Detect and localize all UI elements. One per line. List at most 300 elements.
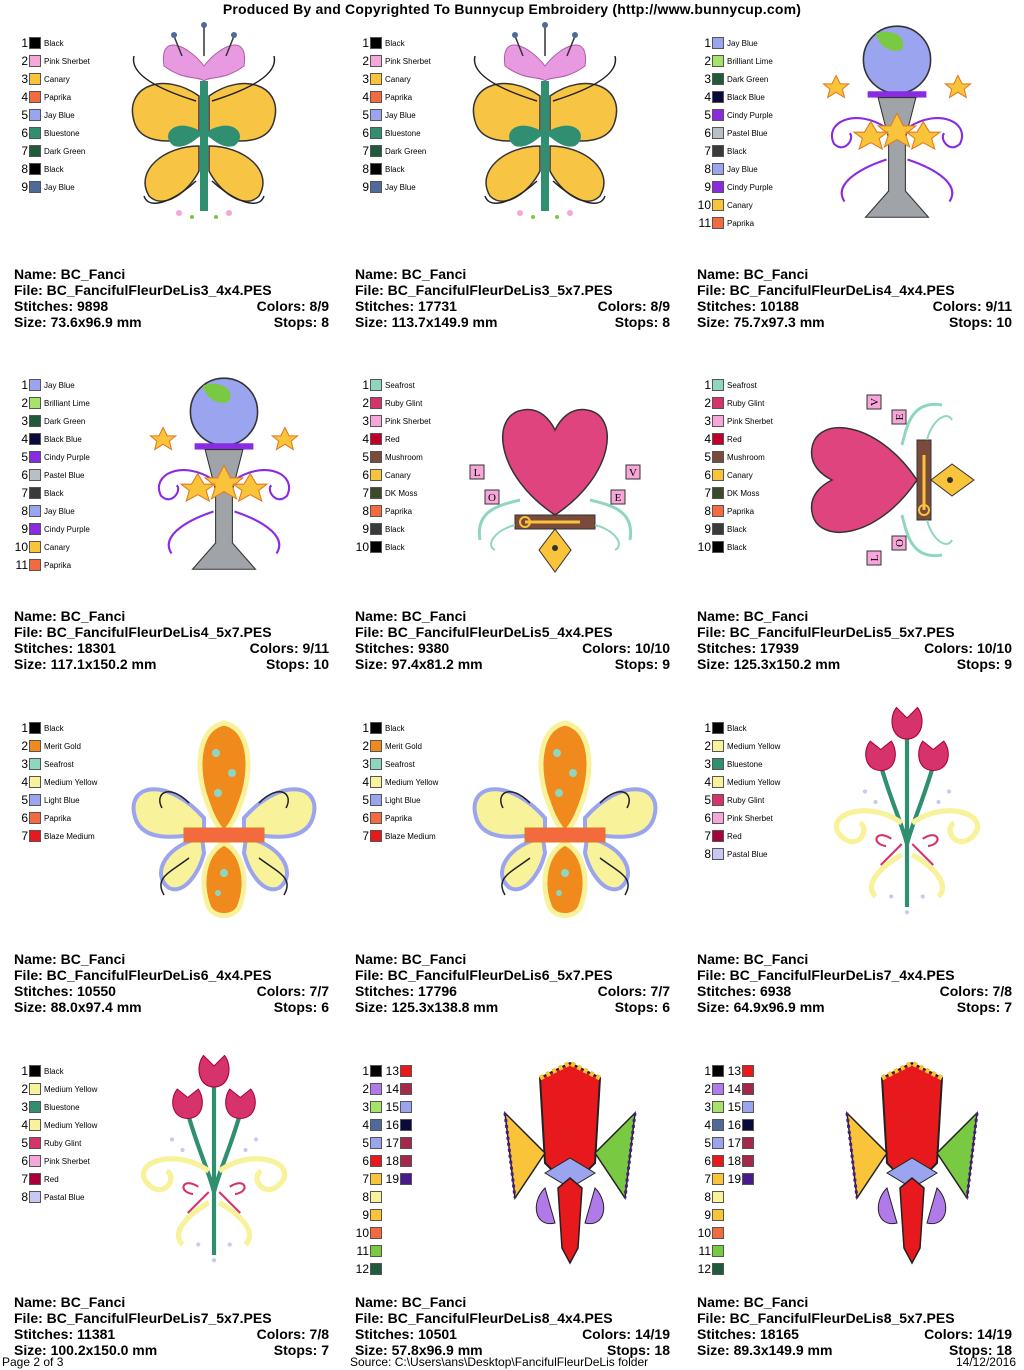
design-card [697, 693, 1024, 1023]
legend-number: 1 [704, 1064, 711, 1078]
design-info [355, 1294, 670, 1358]
color-count: Colors: 7/7 [256, 983, 329, 999]
legend-number: 5 [362, 108, 369, 122]
embroidery-design-image [697, 350, 1017, 600]
thread-name: Red [727, 434, 742, 444]
legend-number: 6 [362, 468, 369, 482]
legend-number: 15 [385, 1100, 399, 1114]
legend-number: 7 [362, 1172, 369, 1186]
color-count: Colors: 9/11 [932, 298, 1012, 314]
legend-number: 19 [727, 1172, 741, 1186]
legend-number: 8 [21, 162, 28, 176]
legend-number: 9 [704, 522, 711, 536]
legend-number: 10 [697, 198, 711, 212]
stitch-count: Stitches: 11381 [14, 1326, 116, 1342]
color-count: Colors: 10/10 [924, 640, 1012, 656]
thread-name: Pastel Blue [44, 470, 85, 480]
design-name: Name: BC_Fanci [14, 608, 126, 624]
thread-name: Red [44, 1174, 59, 1184]
design-card [14, 693, 344, 1023]
legend-number: 2 [362, 1082, 369, 1096]
legend-number: 4 [362, 1118, 369, 1132]
design-card [355, 693, 685, 1023]
thread-name: Brilliant Lime [727, 56, 773, 66]
design-size: Size: 100.2x150.0 mm [14, 1342, 158, 1358]
design-file: File: BC_FancifulFleurDeLis6_5x7.PES [355, 967, 613, 983]
stitch-count: Stitches: 17796 [355, 983, 457, 999]
thread-name: Black [727, 146, 747, 156]
legend-number: 6 [21, 126, 28, 140]
thread-name: Paprika [44, 560, 72, 570]
legend-number: 16 [385, 1118, 399, 1132]
embroidery-design-image [697, 8, 1017, 258]
thread-name: Ruby Glint [44, 1138, 82, 1148]
legend-number: 13 [385, 1064, 399, 1078]
thread-name: Blaze Medium [44, 831, 95, 841]
stop-count: Stops: 6 [614, 999, 670, 1015]
legend-number: 11 [698, 216, 711, 230]
design-name: Name: BC_Fanci [355, 266, 467, 282]
thread-name: Black [44, 488, 64, 498]
thread-name: Jay Blue [727, 38, 758, 48]
legend-number: 9 [362, 1208, 369, 1222]
thread-name: Medium Yellow [44, 1120, 98, 1130]
embroidery-design-image [14, 693, 334, 943]
legend-number: 4 [362, 432, 369, 446]
legend-number: 3 [704, 1100, 711, 1114]
legend-number: 11 [15, 558, 28, 572]
legend-number: 2 [704, 1082, 711, 1096]
thread-name: Seafrost [385, 759, 415, 769]
legend-number: 6 [704, 468, 711, 482]
design-name: Name: BC_Fanci [355, 951, 467, 967]
legend-number: 6 [21, 468, 28, 482]
legend-number: 14 [727, 1082, 741, 1096]
thread-name: Pink Sherbet [44, 56, 90, 66]
legend-number: 3 [21, 757, 28, 771]
design-name: Name: BC_Fanci [697, 608, 809, 624]
legend-number: 1 [21, 721, 28, 735]
legend-number: 10 [14, 540, 28, 554]
legend-number: 7 [362, 486, 369, 500]
legend-number: 8 [704, 504, 711, 518]
thread-name: Canary [44, 542, 70, 552]
thread-name: DK Moss [727, 488, 760, 498]
legend-number: 8 [704, 162, 711, 176]
legend-number: 5 [704, 108, 711, 122]
design-size: Size: 88.0x97.4 mm [14, 999, 142, 1015]
thread-name: Jay Blue [385, 110, 416, 120]
legend-number: 7 [21, 1172, 28, 1186]
legend-number: 5 [704, 450, 711, 464]
thread-name: Jay Blue [44, 182, 75, 192]
legend-number: 9 [21, 180, 28, 194]
legend-number: 3 [704, 414, 711, 428]
design-info [355, 951, 670, 1015]
design-size: Size: 57.8x96.9 mm [355, 1342, 483, 1358]
legend-number: 17 [727, 1136, 741, 1150]
legend-number: 7 [21, 486, 28, 500]
design-card [697, 350, 1024, 680]
design-name: Name: BC_Fanci [697, 951, 809, 967]
color-count: Colors: 7/8 [939, 983, 1012, 999]
color-count: Colors: 8/9 [256, 298, 329, 314]
thread-name: Medium Yellow [44, 777, 98, 787]
design-size: Size: 125.3x138.8 mm [355, 999, 499, 1015]
design-file: File: BC_FancifulFleurDeLis7_4x4.PES [697, 967, 955, 983]
thread-name: Dark Green [385, 146, 427, 156]
design-name: Name: BC_Fanci [697, 1294, 809, 1310]
design-name: Name: BC_Fanci [14, 266, 126, 282]
thread-name: Ruby Glint [385, 398, 423, 408]
thread-name: Jay Blue [44, 506, 75, 516]
thread-name: Cindy Purple [44, 452, 90, 462]
thread-name: Canary [44, 74, 70, 84]
legend-number: 9 [21, 522, 28, 536]
design-size: Size: 89.3x149.9 mm [697, 1342, 833, 1358]
legend-number: 3 [362, 414, 369, 428]
thread-name: Pink Sherbet [385, 416, 431, 426]
thread-name: Black [44, 164, 64, 174]
legend-number: 10 [697, 540, 711, 554]
stitch-count: Stitches: 6938 [697, 983, 792, 999]
legend-number: 6 [21, 1154, 28, 1168]
legend-number: 6 [362, 126, 369, 140]
thread-name: Pastal Blue [44, 1192, 85, 1202]
legend-number: 5 [362, 793, 369, 807]
stop-count: Stops: 6 [273, 999, 329, 1015]
design-file: File: BC_FancifulFleurDeLis7_5x7.PES [14, 1310, 272, 1326]
embroidery-design-image [355, 1036, 675, 1286]
stitch-count: Stitches: 9898 [14, 298, 109, 314]
legend-number: 1 [21, 1064, 28, 1078]
thread-name: Canary [727, 470, 753, 480]
embroidery-design-image [14, 350, 334, 600]
embroidery-design-image [355, 693, 675, 943]
design-file: File: BC_FancifulFleurDeLis3_4x4.PES [14, 282, 272, 298]
legend-number: 14 [385, 1082, 399, 1096]
stitch-count: Stitches: 17939 [697, 640, 799, 656]
stitch-count: Stitches: 10550 [14, 983, 116, 999]
design-name: Name: BC_Fanci [355, 1294, 467, 1310]
thread-name: Black [44, 38, 64, 48]
thread-name: Bluestone [44, 128, 80, 138]
legend-number: 5 [21, 450, 28, 464]
stop-count: Stops: 7 [273, 1342, 329, 1358]
legend-number: 3 [704, 72, 711, 86]
page-header: Produced By and Copyrighted To Bunnycup Embroidery (http://www.bunnycup.com) [222, 1, 802, 17]
thread-name: Black [385, 542, 405, 552]
legend-number: 12 [355, 1262, 369, 1276]
design-card [14, 350, 344, 680]
legend-number: 4 [21, 775, 28, 789]
legend-number: 2 [362, 739, 369, 753]
legend-number: 6 [362, 1154, 369, 1168]
legend-number: 16 [727, 1118, 741, 1132]
thread-name: Seafrost [44, 759, 74, 769]
stop-count: Stops: 8 [273, 314, 329, 330]
legend-number: 9 [362, 180, 369, 194]
legend-number: 1 [704, 36, 711, 50]
thread-name: Dark Green [44, 146, 86, 156]
design-card [697, 1036, 1024, 1366]
thread-name: Pink Sherbet [727, 813, 773, 823]
design-size: Size: 64.9x96.9 mm [697, 999, 825, 1015]
thread-name: Jay Blue [44, 380, 75, 390]
stitch-count: Stitches: 10501 [355, 1326, 457, 1342]
design-card [14, 1036, 344, 1366]
legend-number: 15 [727, 1100, 741, 1114]
legend-number: 6 [21, 811, 28, 825]
thread-name: Bluestone [385, 128, 421, 138]
legend-number: 6 [704, 126, 711, 140]
thread-name: Black Blue [727, 92, 765, 102]
legend-number: 2 [362, 54, 369, 68]
thread-name: Black [727, 524, 747, 534]
design-card [697, 8, 1024, 338]
color-count: Colors: 7/8 [256, 1326, 329, 1342]
source-path: Source: C:\Users\ans\Desktop\FancifulFleurDeLis folder [350, 1355, 649, 1369]
legend-number: 1 [362, 36, 369, 50]
stitch-count: Stitches: 18165 [697, 1326, 799, 1342]
stitch-count: Stitches: 17731 [355, 298, 457, 314]
design-size: Size: 113.7x149.9 mm [355, 314, 498, 330]
design-file: File: BC_FancifulFleurDeLis5_5x7.PES [697, 624, 955, 640]
legend-number: 5 [21, 1136, 28, 1150]
design-name: Name: BC_Fanci [697, 266, 809, 282]
thread-name: Pink Sherbet [44, 1156, 90, 1166]
design-info [697, 266, 1012, 330]
design-info [14, 951, 329, 1015]
legend-number: 6 [704, 1154, 711, 1168]
stitch-count: Stitches: 18301 [14, 640, 116, 656]
color-count: Colors: 9/11 [249, 640, 329, 656]
thread-name: Dark Green [44, 416, 86, 426]
thread-name: Pink Sherbet [727, 416, 773, 426]
thread-name: Pink Sherbet [385, 56, 431, 66]
thread-name: Medium Yellow [385, 777, 439, 787]
embroidery-design-image [14, 8, 334, 258]
legend-number: 5 [21, 108, 28, 122]
legend-number: 1 [21, 36, 28, 50]
legend-number: 8 [362, 1190, 369, 1204]
design-info [355, 608, 670, 672]
legend-number: 3 [362, 72, 369, 86]
design-file: File: BC_FancifulFleurDeLis6_4x4.PES [14, 967, 272, 983]
design-card [14, 8, 344, 338]
legend-number: 2 [362, 396, 369, 410]
legend-number: 2 [704, 54, 711, 68]
legend-number: 4 [21, 1118, 28, 1132]
thread-name: Seafrost [727, 380, 757, 390]
thread-name: Paprika [44, 92, 72, 102]
legend-number: 4 [704, 432, 711, 446]
legend-number: 10 [355, 1226, 369, 1240]
thread-name: Pastal Blue [727, 849, 768, 859]
thread-name: Black [385, 164, 405, 174]
legend-number: 7 [362, 144, 369, 158]
legend-number: 7 [704, 144, 711, 158]
legend-number: 4 [21, 432, 28, 446]
design-name: Name: BC_Fanci [355, 608, 467, 624]
thread-name: Black [44, 1066, 64, 1076]
color-count: Colors: 8/9 [597, 298, 670, 314]
legend-number: 1 [704, 378, 711, 392]
legend-number: 3 [21, 72, 28, 86]
legend-number: 3 [704, 757, 711, 771]
thread-name: Paprika [385, 92, 413, 102]
thread-name: Cindy Purple [44, 524, 90, 534]
legend-number: 4 [362, 775, 369, 789]
thread-name: Black Blue [44, 434, 82, 444]
thread-name: Black [727, 542, 747, 552]
page-number: Page 2 of 3 [2, 1355, 64, 1369]
color-count: Colors: 14/19 [924, 1326, 1012, 1342]
legend-number: 7 [704, 1172, 711, 1186]
color-count: Colors: 14/19 [582, 1326, 670, 1342]
legend-number: 13 [727, 1064, 741, 1078]
thread-name: Cindy Purple [727, 110, 773, 120]
thread-name: Mushroom [727, 452, 765, 462]
thread-name: Canary [385, 470, 411, 480]
legend-number: 8 [704, 1190, 711, 1204]
embroidery-design-image [355, 350, 675, 600]
stop-count: Stops: 8 [614, 314, 670, 330]
stop-count: Stops: 10 [265, 656, 329, 672]
design-card [355, 8, 685, 338]
stop-count: Stops: 7 [956, 999, 1012, 1015]
design-info [14, 1294, 329, 1358]
embroidery-design-image [14, 1036, 334, 1286]
design-info [14, 608, 329, 672]
legend-number: 5 [362, 1136, 369, 1150]
thread-name: Black [727, 723, 747, 733]
legend-number: 12 [697, 1262, 711, 1276]
thread-name: Canary [727, 200, 753, 210]
design-info [697, 1294, 1012, 1358]
legend-number: 8 [21, 1190, 28, 1204]
thread-name: Canary [385, 74, 411, 84]
legend-number: 5 [21, 793, 28, 807]
legend-number: 3 [21, 414, 28, 428]
legend-number: 2 [21, 396, 28, 410]
legend-number: 2 [21, 54, 28, 68]
legend-number: 17 [385, 1136, 399, 1150]
design-file: File: BC_FancifulFleurDeLis3_5x7.PES [355, 282, 613, 298]
color-count: Colors: 10/10 [582, 640, 670, 656]
design-card [355, 350, 685, 680]
thread-name: Jay Blue [385, 182, 416, 192]
thread-name: Light Blue [385, 795, 421, 805]
legend-number: 1 [704, 721, 711, 735]
design-info [14, 266, 329, 330]
thread-name: Blaze Medium [385, 831, 436, 841]
stitch-count: Stitches: 9380 [355, 640, 450, 656]
design-info [697, 608, 1012, 672]
design-size: Size: 97.4x81.2 mm [355, 656, 483, 672]
design-name: Name: BC_Fanci [14, 951, 126, 967]
legend-number: 3 [21, 1100, 28, 1114]
design-info [697, 951, 1012, 1015]
thread-name: DK Moss [385, 488, 418, 498]
thread-name: Bluestone [44, 1102, 80, 1112]
thread-name: Paprika [727, 218, 755, 228]
thread-name: Light Blue [44, 795, 80, 805]
thread-name: Ruby Glint [727, 795, 765, 805]
thread-name: Medium Yellow [727, 777, 781, 787]
design-file: File: BC_FancifulFleurDeLis4_5x7.PES [14, 624, 272, 640]
thread-name: Black [44, 723, 64, 733]
legend-number: 10 [697, 1226, 711, 1240]
design-info [355, 266, 670, 330]
legend-number: 4 [704, 775, 711, 789]
legend-number: 10 [355, 540, 369, 554]
legend-number: 2 [21, 739, 28, 753]
legend-number: 3 [362, 1100, 369, 1114]
design-file: File: BC_FancifulFleurDeLis5_4x4.PES [355, 624, 613, 640]
thread-name: Red [727, 831, 742, 841]
thread-name: Jay Blue [44, 110, 75, 120]
legend-number: 9 [704, 1208, 711, 1222]
thread-name: Bluestone [727, 759, 763, 769]
design-file: File: BC_FancifulFleurDeLis4_4x4.PES [697, 282, 955, 298]
stop-count: Stops: 9 [614, 656, 670, 672]
embroidery-design-image [355, 8, 675, 258]
legend-number: 7 [362, 829, 369, 843]
legend-number: 5 [362, 450, 369, 464]
thread-name: Paprika [385, 813, 413, 823]
legend-number: 4 [21, 90, 28, 104]
stitch-count: Stitches: 10188 [697, 298, 799, 314]
thread-name: Paprika [44, 813, 72, 823]
design-file: File: BC_FancifulFleurDeLis8_5x7.PES [697, 1310, 955, 1326]
legend-number: 6 [704, 811, 711, 825]
stop-count: Stops: 18 [606, 1342, 670, 1358]
legend-number: 3 [362, 757, 369, 771]
legend-number: 1 [21, 378, 28, 392]
legend-number: 6 [362, 811, 369, 825]
thread-name: Medium Yellow [44, 1084, 98, 1094]
legend-number: 4 [704, 90, 711, 104]
legend-number: 19 [385, 1172, 399, 1186]
legend-number: 8 [21, 504, 28, 518]
legend-number: 7 [704, 486, 711, 500]
stop-count: Stops: 10 [948, 314, 1012, 330]
design-size: Size: 125.3x150.2 mm [697, 656, 841, 672]
design-file: File: BC_FancifulFleurDeLis8_4x4.PES [355, 1310, 613, 1326]
legend-number: 5 [704, 793, 711, 807]
thread-name: Ruby Glint [727, 398, 765, 408]
legend-number: 8 [362, 162, 369, 176]
design-size: Size: 73.6x96.9 mm [14, 314, 142, 330]
thread-name: Merit Gold [44, 741, 81, 751]
legend-number: 5 [704, 1136, 711, 1150]
thread-name: Cindy Purple [727, 182, 773, 192]
legend-number: 2 [704, 739, 711, 753]
thread-name: Brilliant Lime [44, 398, 90, 408]
legend-number: 2 [704, 396, 711, 410]
legend-number: 1 [362, 1064, 369, 1078]
thread-name: Dark Green [727, 74, 769, 84]
legend-number: 4 [362, 90, 369, 104]
legend-number: 8 [362, 504, 369, 518]
legend-number: 8 [704, 847, 711, 861]
thread-name: Medium Yellow [727, 741, 781, 751]
thread-name: Black [385, 723, 405, 733]
color-count: Colors: 7/7 [597, 983, 670, 999]
thread-name: Pastel Blue [727, 128, 768, 138]
design-card [355, 1036, 685, 1366]
